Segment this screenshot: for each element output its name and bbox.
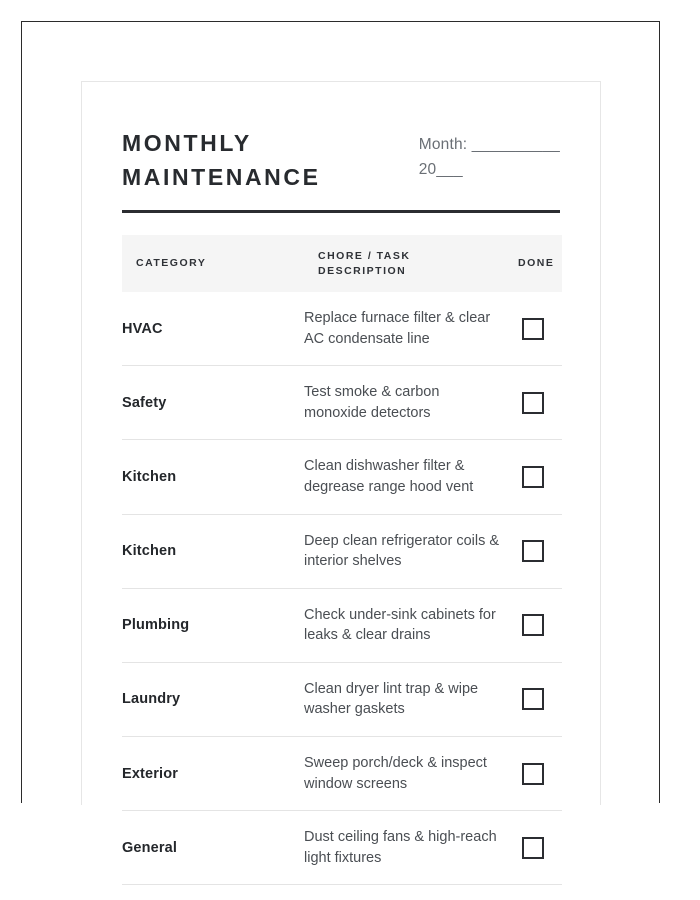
cell-category: HVAC xyxy=(122,292,304,366)
document-header xyxy=(122,82,560,194)
done-checkbox[interactable] xyxy=(522,466,544,488)
table-row xyxy=(122,811,562,885)
cell-category: Laundry xyxy=(122,662,304,736)
cell-done xyxy=(504,588,562,662)
done-checkbox[interactable] xyxy=(522,837,544,859)
done-checkbox[interactable] xyxy=(522,614,544,636)
table-row xyxy=(122,440,562,514)
cell-description: Test smoke & carbon monoxide detectors xyxy=(304,366,504,440)
cell-done xyxy=(504,662,562,736)
cell-category: Kitchen xyxy=(122,514,304,588)
cell-done xyxy=(504,440,562,514)
maintenance-table xyxy=(122,235,562,885)
cell-category: Safety xyxy=(122,366,304,440)
cell-description: Replace furnace filter & clear AC condensate line xyxy=(304,292,504,366)
cell-description: Deep clean refrigerator coils & interior shelves xyxy=(304,514,504,588)
table-header xyxy=(122,235,562,292)
column-header-done: DONE xyxy=(504,235,562,292)
table-row xyxy=(122,514,562,588)
cell-category: Kitchen xyxy=(122,440,304,514)
year-blank-field[interactable]: 20___ xyxy=(418,161,463,179)
done-checkbox[interactable] xyxy=(522,763,544,785)
column-header-description-line-2: DESCRIPTION xyxy=(318,264,407,277)
cell-description: Dust ceiling fans & high-reach light fixtures xyxy=(304,811,504,885)
column-header-category: CATEGORY xyxy=(122,235,304,292)
date-fields xyxy=(401,126,560,182)
cell-done xyxy=(504,514,562,588)
table-row xyxy=(122,366,562,440)
cell-done xyxy=(504,366,562,440)
done-checkbox[interactable] xyxy=(522,392,544,414)
page-title-line-2: MAINTENANCE xyxy=(122,164,321,191)
table-header-row xyxy=(122,235,562,292)
cell-description: Clean dishwasher filter & degrease range hood vent xyxy=(304,440,504,514)
table-row xyxy=(122,736,562,810)
done-checkbox[interactable] xyxy=(522,540,544,562)
column-header-description-line-1: CHORE / TASK xyxy=(318,250,411,263)
title-block xyxy=(122,126,321,194)
table-row xyxy=(122,588,562,662)
cell-description: Check under-sink cabinets for leaks & clear drains xyxy=(304,588,504,662)
title-divider-rule xyxy=(122,210,560,213)
cell-category: Exterior xyxy=(122,736,304,810)
cell-description: Sweep porch/deck & inspect window screens xyxy=(304,736,504,810)
table-row xyxy=(122,662,562,736)
done-checkbox[interactable] xyxy=(522,688,544,710)
cell-done xyxy=(504,811,562,885)
done-checkbox[interactable] xyxy=(522,318,544,340)
document-card xyxy=(81,81,601,866)
cell-category: General xyxy=(122,811,304,885)
document-content xyxy=(82,82,600,885)
browser-viewport-frame xyxy=(21,21,660,866)
page-title-line-1: MONTHLY xyxy=(122,130,252,156)
cell-description: Clean dryer lint trap & wipe washer gaskets xyxy=(304,662,504,736)
cell-done xyxy=(504,292,562,366)
column-header-description xyxy=(304,235,504,292)
table-row xyxy=(122,292,562,366)
cell-category: Plumbing xyxy=(122,588,304,662)
cell-done xyxy=(504,736,562,810)
month-blank-field[interactable]: Month: __________ xyxy=(418,136,560,153)
table-body xyxy=(122,292,562,885)
